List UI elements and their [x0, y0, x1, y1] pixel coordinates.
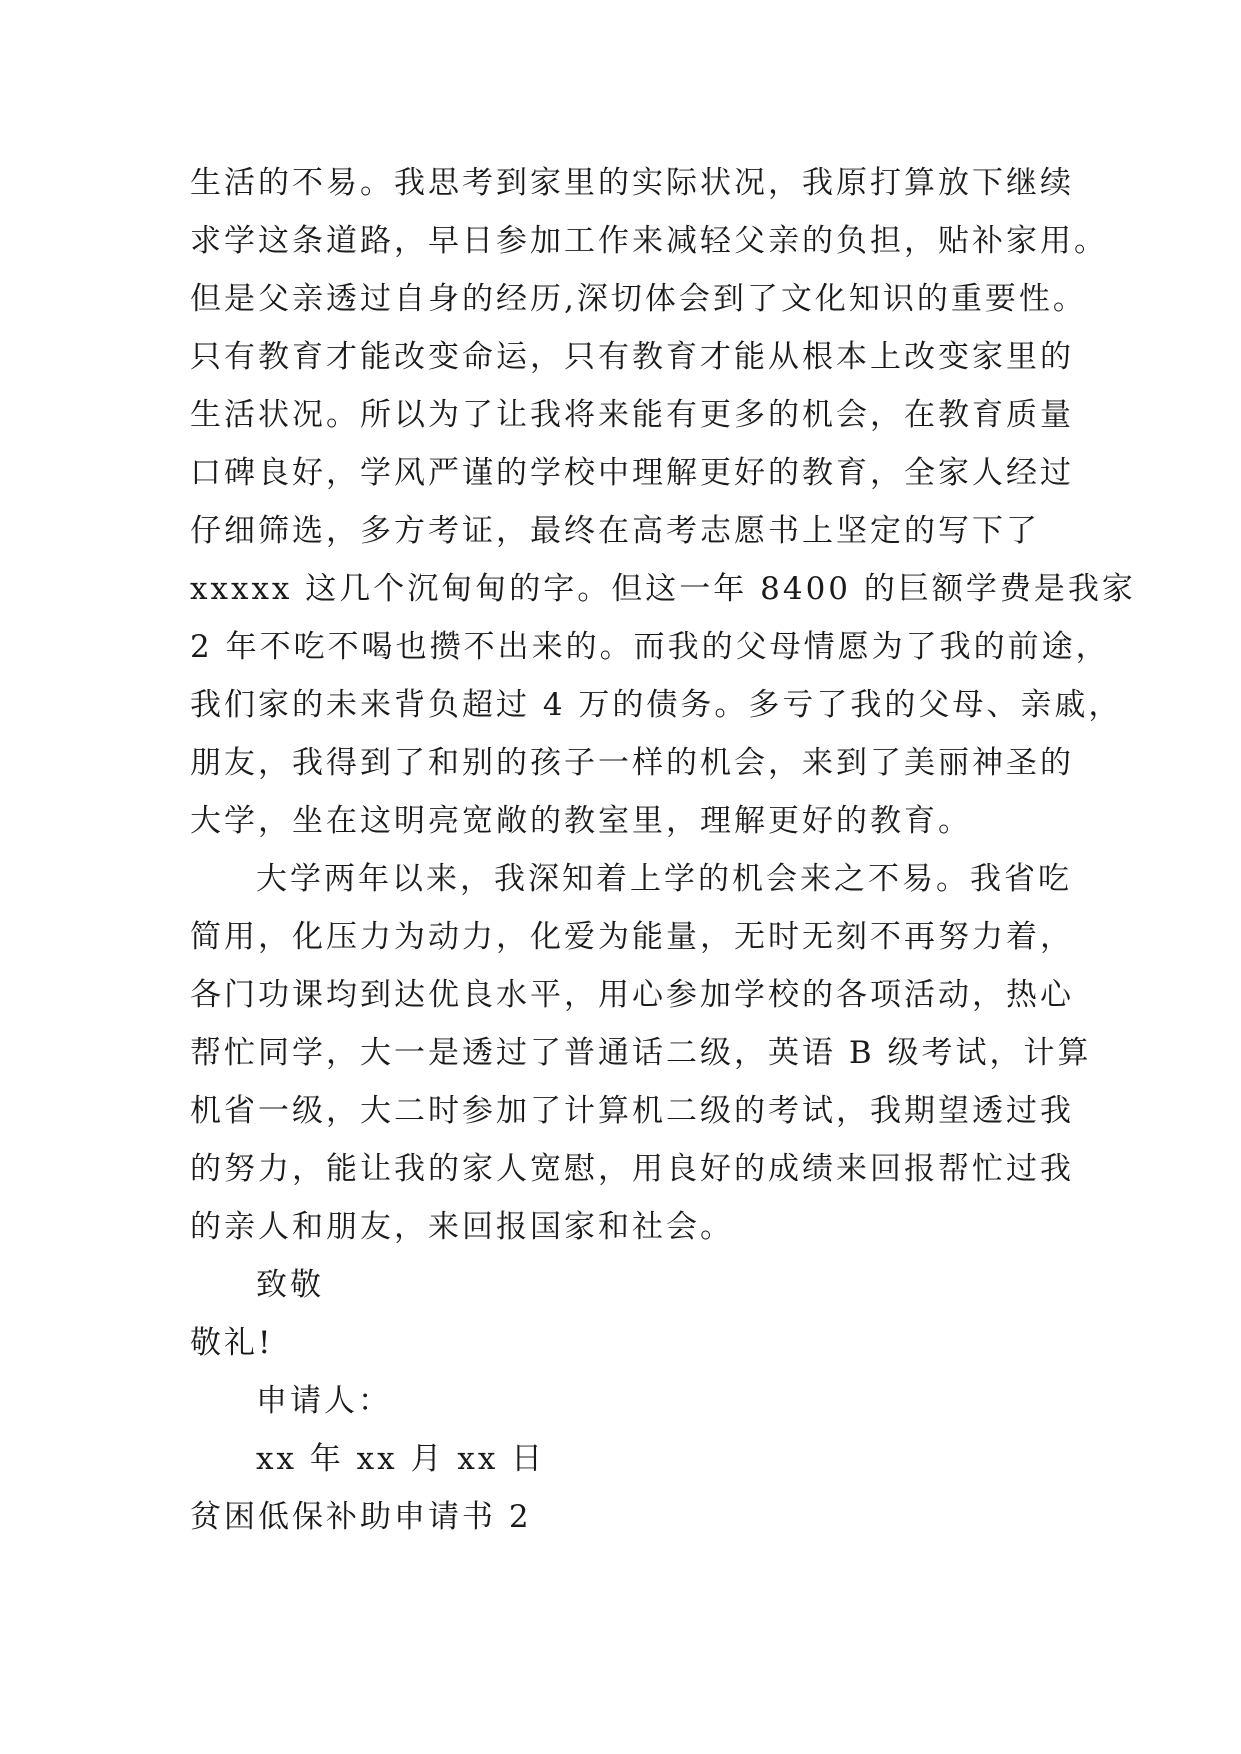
body-line: 生活状况。所以为了让我将来能有更多的机会，在教育质量: [190, 397, 1074, 433]
body-line: 只有教育才能改变命运，只有教育才能从根本上改变家里的: [190, 339, 1074, 375]
body-line: 生活的不易。我思考到家里的实际状况，我原打算放下继续: [190, 165, 1074, 201]
body-line: 大学，坐在这明亮宽敞的教室里，理解更好的教育。: [190, 803, 972, 839]
body-line: 帮忙同学，大一是透过了普通话二级，英语 B 级考试，计算: [190, 1035, 1092, 1071]
body-line: 机省一级，大二时参加了计算机二级的考试，我期望透过我: [190, 1093, 1074, 1129]
applicant-label: 申请人：: [256, 1383, 392, 1419]
closing-text: 致敬: [256, 1267, 324, 1303]
body-line: 朋友，我得到了和别的孩子一样的机会，来到了美丽神圣的: [190, 745, 1074, 781]
body-line: 仔细筛选，多方考证，最终在高考志愿书上坚定的写下了: [190, 513, 1040, 549]
body-line: 各门功课均到达优良水平，用心参加学校的各项活动，热心: [190, 977, 1074, 1013]
body-line: 口碑良好，学风严谨的学校中理解更好的教育，全家人经过: [190, 455, 1074, 491]
body-line: 的亲人和朋友，来回报国家和社会。: [190, 1209, 734, 1245]
body-line: 的努力，能让我的家人宽慰，用良好的成绩来回报帮忙过我: [190, 1151, 1074, 1187]
body-line: 求学这条道路，早日参加工作来减轻父亲的负担，贴补家用。: [190, 223, 1108, 259]
body-line: 大学两年以来，我深知着上学的机会来之不易。我省吃: [256, 861, 1072, 897]
date-line: xx 年 xx 月 xx 日: [256, 1441, 546, 1477]
body-line: 我们家的未来背负超过 4 万的债务。多亏了我的父母、亲戚，: [190, 687, 1123, 723]
salute-text: 敬礼!: [190, 1325, 274, 1361]
body-line: 但是父亲透过自身的经历,深切体会到了文化知识的重要性。: [190, 281, 1087, 317]
body-line: 简用，化压力为动力，化爱为能量，无时无刻不再努力着，: [190, 919, 1074, 955]
body-line: xxxxx 这几个沉甸甸的字。但这一年 8400 的巨额学费是我家: [190, 571, 1136, 607]
body-line: 2 年不吃不喝也攒不出来的。而我的父母情愿为了我的前途，: [190, 629, 1110, 665]
next-section-title: 贫困低保补助申请书 2: [190, 1499, 532, 1535]
